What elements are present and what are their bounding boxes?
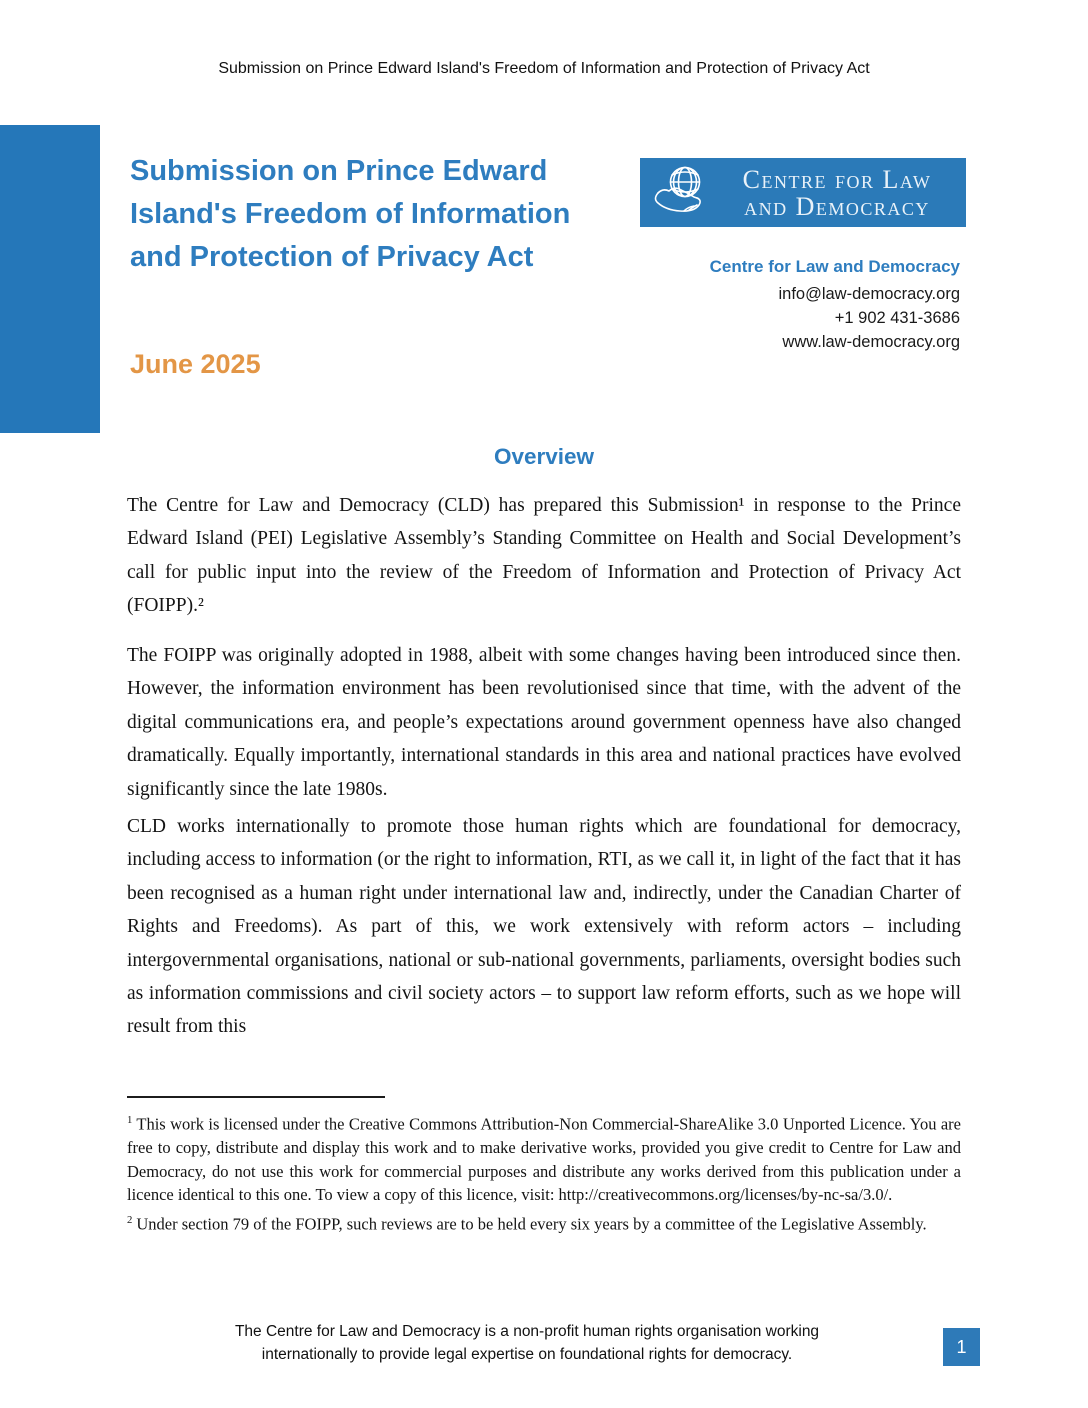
cld-logo: [640, 158, 966, 227]
page-number-badge: 1: [943, 1328, 980, 1366]
footnote-separator: [127, 1096, 385, 1098]
overview-paragraph-1: The Centre for Law and Democracy (CLD) has prepared this Submission¹ in response to the Prince Edward Island (PEI) Legislative Assembly’s Standing Committee on Health and Social Development’s call for public input into the review of the Freedom of Information and Protection of Privacy Act (FOIPP).²: [127, 495, 961, 617]
page-footer-text: The Centre for Law and Democracy is a non-profit human rights organisation working internationally to provide legal expertise on foundational rights for democracy.: [234, 1323, 820, 1363]
document-title: Submission on Prince Edward Island's Freedom of Information and Protection of Privacy Act: [130, 155, 571, 273]
contact-org-name: Centre for Law and Democracy: [709, 257, 960, 276]
overview-heading: Overview: [493, 444, 595, 469]
logo-line-2: and Democracy: [744, 191, 930, 221]
left-accent-bar: [0, 125, 100, 433]
footnote-2-text: Under section 79 of the FOIPP, such reviews are to be held every six years by a committee of the Legislative Assembly.: [136, 1214, 927, 1234]
globe-in-hand-icon: [648, 162, 712, 223]
contact-block: [710, 257, 960, 354]
contact-website: www.law-democracy.org: [782, 333, 960, 351]
document-date: June 2025: [130, 349, 261, 379]
footnote-1: [127, 1109, 961, 1207]
running-header: Submission on Prince Edward Island's Freedom of Information and Protection of Privacy Act: [218, 60, 870, 77]
footnote-1-text: This work is licensed under the Creative Commons Attribution-Non Commercial-ShareAlike 3.0 Unported Licence. You are free to copy, distribute and display this work and to make derivative works, provided you give credit to Centre for Law and Democracy, do not use this work for commercial purposes and distribute any works derived from this publication under a licence identical to this one. To view a copy of this licence, visit: http://creativecommons.org/licenses/by-nc-sa/3.0/.: [127, 1114, 961, 1205]
footnote-2: [127, 1209, 961, 1236]
overview-paragraph-3: CLD works internationally to promote those human rights which are foundational for democracy, including access to information (or the right to information, RTI, as we call it, in light of the fact that it has been recognised as a human right under international law and, indirectly, under the Canadian Charter of Rights and Freedoms). As part of this, we work extensively with reform actors – including intergovernmental organisations, national or sub-national governments, parliaments, oversight bodies such as information commissions and civil society actors – to support law reform efforts, such as we hope will result from this: [127, 816, 961, 1038]
contact-phone: +1 902 431-3686: [834, 309, 960, 327]
footnote-1-marker: 1: [127, 1114, 133, 1126]
footnote-2-marker: 2: [127, 1213, 133, 1226]
footnotes-section: [127, 1096, 961, 1238]
logo-wordmark: [718, 166, 956, 220]
contact-email: info@law-democracy.org: [778, 285, 960, 303]
logo-line-1: Centre for Law: [742, 164, 932, 194]
overview-paragraph-2: The FOIPP was originally adopted in 1988, albeit with some changes having been introduced since then. However, the information environment has been revolutionised since that time, with the advent of the digital communications era, and people’s expectations around government openness have also changed dramatically. Equally importantly, international standards in this area and national practices have evolved significantly since the late 1980s.: [127, 645, 961, 800]
